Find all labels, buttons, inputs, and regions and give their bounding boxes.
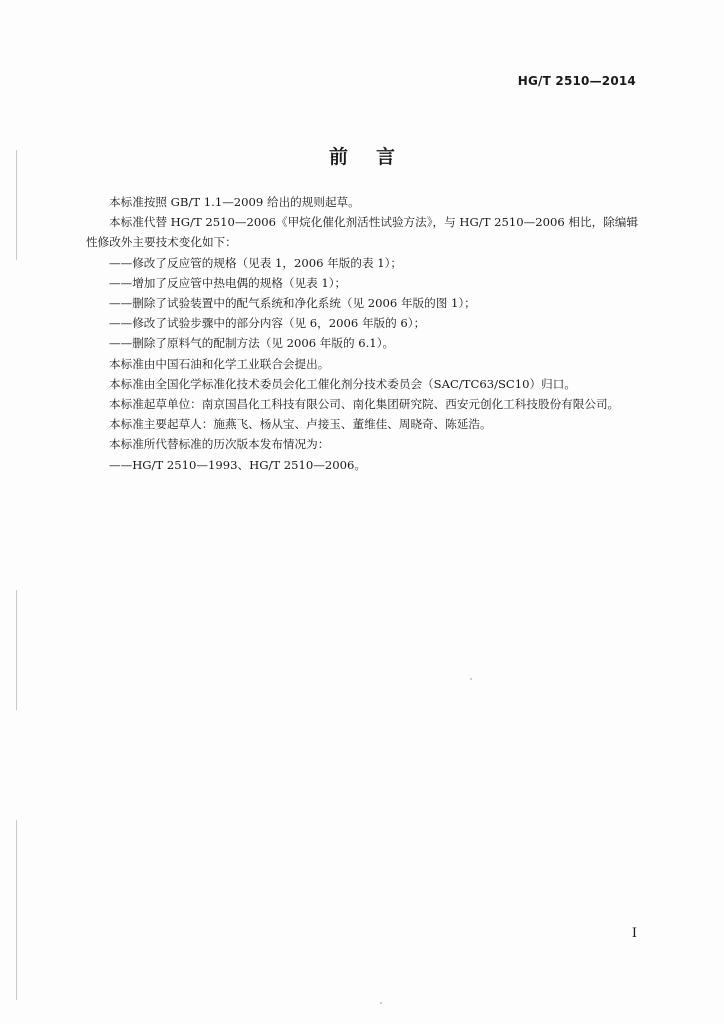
paragraph-committee: 本标准由全国化学标准化技术委员会化工催化剂分技术委员会（SAC/TC63/SC10）归口。 — [109, 376, 576, 391]
scan-edge-line — [16, 820, 17, 1000]
change-item: ——修改了反应管的规格（见表 1，2006 年版的表 1）； — [109, 255, 402, 270]
scan-speck — [380, 1002, 382, 1004]
paragraph-drafting-units: 本标准起草单位：南京国昌化工科技有限公司、南化集团研究院、西安元创化工科技股份有限公司。 — [109, 397, 620, 412]
paragraph-history: 本标准所代替标准的历次版本发布情况为： — [109, 437, 330, 452]
change-item: ——增加了反应管中热电偶的规格（见表 1）； — [109, 275, 347, 290]
paragraph-drafting-rules: 本标准按照 GB/T 1.1—2009 给出的规则起草。 — [109, 195, 360, 209]
scan-edge-line — [16, 590, 17, 710]
document-code: HG/T 2510—2014 — [517, 74, 636, 88]
foreword-body — [86, 192, 638, 475]
page-title: 前言 — [328, 146, 423, 168]
paragraph-drafters: 本标准主要起草人：施燕飞、杨从宝、卢接玉、董维佳、周晓奇、陈延浩。 — [109, 417, 492, 432]
paragraph-proposer: 本标准由中国石油和化学工业联合会提出。 — [109, 356, 330, 371]
change-item: ——删除了试验装置中的配气系统和净化系统（见 2006 年版的图 1）； — [109, 296, 476, 311]
scan-speck — [470, 678, 472, 680]
page-number: I — [631, 926, 637, 941]
paragraph-replacement: 本标准代替 HG/T 2510—2006《甲烷化催化剂活性试验方法》，与 HG/T 2510—2006 相比，除编辑性修改外主要技术变化如下： — [86, 215, 638, 250]
change-item: ——删除了原料气的配制方法（见 2006 年版的 6.1）。 — [109, 336, 395, 351]
change-item: ——修改了试验步骤中的部分内容（见 6，2006 年版的 6）； — [109, 316, 426, 331]
history-item: ——HG/T 2510—1993、HG/T 2510—2006。 — [109, 457, 366, 472]
